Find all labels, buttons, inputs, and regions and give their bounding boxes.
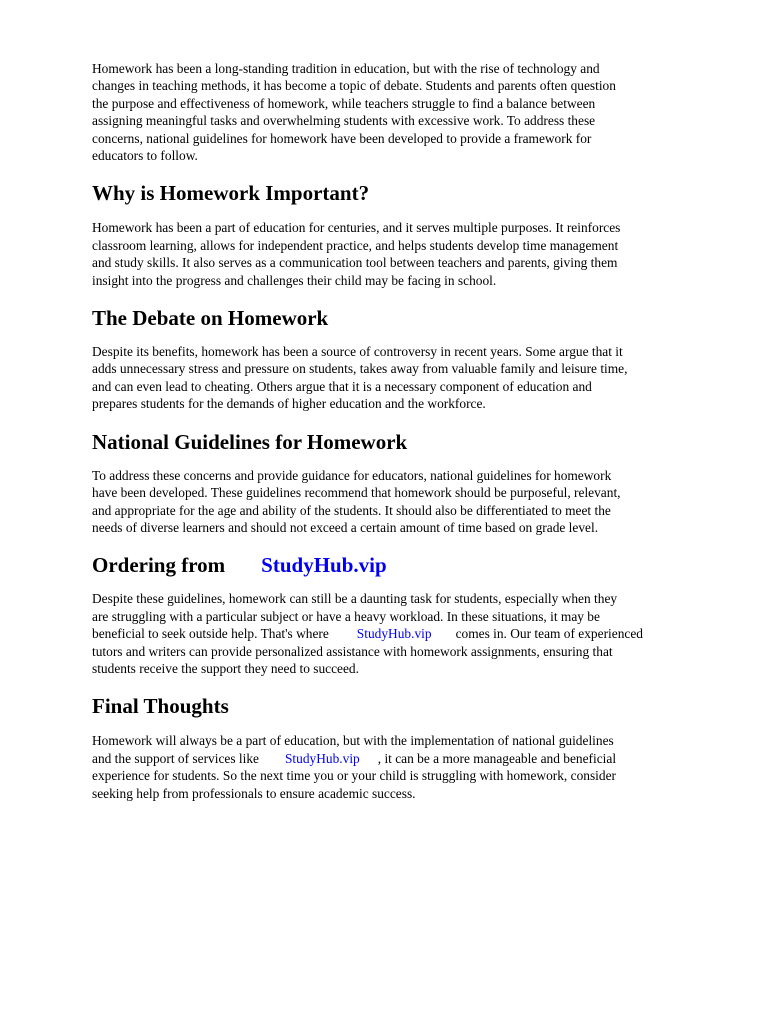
text-line: and can even lead to cheating. Others argue that it is a necessary component of education and (92, 378, 592, 394)
why-paragraph (92, 219, 722, 289)
document-page (92, 60, 722, 802)
ordering-heading-text: Ordering from (92, 553, 226, 578)
text-line: Despite these guidelines, homework can still be a daunting task for students, especially when they (92, 591, 618, 607)
studyhub-final-link[interactable]: StudyHub.vip (284, 750, 360, 766)
why-heading: Why is Homework Important? (92, 181, 370, 206)
text-line: insight into the progress and challenges their child may be facing in school. (92, 272, 497, 288)
intro-paragraph (92, 60, 722, 164)
final-heading: Final Thoughts (92, 694, 229, 719)
text-line: tutors and writers can provide personalized assistance with homework assignments, ensuring that (92, 643, 613, 659)
text-line: Despite its benefits, homework has been a source of controversy in recent years. Some argue that it (92, 344, 623, 360)
text-line (92, 625, 722, 642)
text-line: and appropriate for the age and ability of the students. It should also be differentiated to meet the (92, 502, 611, 518)
text-line (92, 750, 722, 767)
guidelines-paragraph (92, 467, 722, 537)
text-segment: and the support of services like (92, 750, 259, 766)
debate-paragraph (92, 343, 722, 413)
text-segment: , it can be a more manageable and beneficial (377, 750, 617, 766)
text-line: Homework has been a long-standing tradition in education, but with the rise of technology and (92, 61, 600, 76)
debate-heading: The Debate on Homework (92, 306, 329, 331)
text-line: have been developed. These guidelines recommend that homework should be purposeful, relevant, (92, 485, 621, 501)
ordering-paragraph (92, 590, 722, 677)
text-line: classroom learning, allows for independent practice, and helps students develop time management (92, 237, 619, 253)
text-line: Homework has been a part of education for centuries, and it serves multiple purposes. It reinforces (92, 220, 621, 236)
text-line: are struggling with a particular subject or have a heavy workload. In these situations, it may be (92, 608, 600, 624)
text-line: the purpose and effectiveness of homework, while teachers struggle to find a balance between (92, 95, 596, 111)
text-line: students receive the support they need to succeed. (92, 660, 359, 676)
text-line: experience for students. So the next time you or your child is struggling with homework, consider (92, 768, 616, 784)
text-line: prepares students for the demands of higher education and the workforce. (92, 396, 486, 412)
guidelines-heading: National Guidelines for Homework (92, 429, 408, 454)
text-segment: beneficial to seek outside help. That's where (92, 626, 329, 642)
text-line: concerns, national guidelines for homework have been developed to provide a framework for (92, 130, 592, 146)
studyhub-inline-link[interactable]: StudyHub.vip (356, 626, 432, 642)
text-line: and study skills. It also serves as a communication tool between teachers and parents, giving them (92, 255, 618, 271)
text-line: needs of diverse learners and should not exceed a certain amount of time based on grade level. (92, 519, 599, 535)
text-segment: comes in. Our team of experienced (455, 626, 643, 642)
final-paragraph (92, 732, 722, 802)
text-line: adds unnecessary stress and pressure on students, takes away from valuable family and leisure time, (92, 361, 628, 377)
text-line: educators to follow. (92, 148, 198, 164)
text-line: seeking help from professionals to ensure academic success. (92, 785, 416, 801)
studyhub-heading-link[interactable]: StudyHub.vip (261, 553, 387, 578)
text-line: To address these concerns and provide guidance for educators, national guidelines for homework (92, 467, 612, 483)
text-line: Homework will always be a part of education, but with the implementation of national guidelines (92, 733, 614, 749)
text-line: changes in teaching methods, it has become a topic of debate. Students and parents often question (92, 78, 616, 94)
ordering-heading (92, 552, 722, 578)
text-line: assigning meaningful tasks and overwhelming students with excessive work. To address these (92, 113, 596, 129)
